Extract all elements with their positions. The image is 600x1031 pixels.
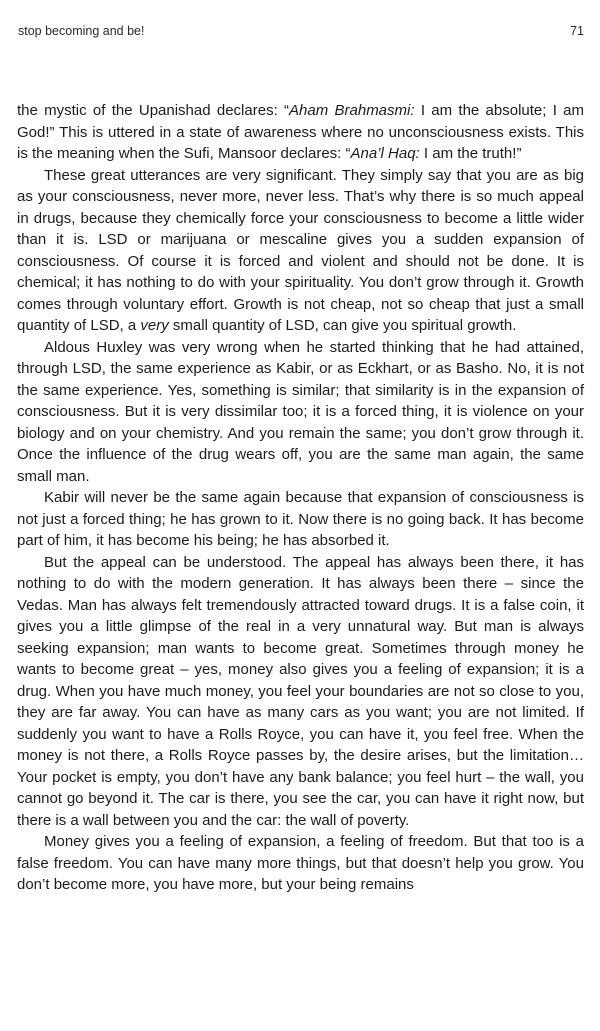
italic-word: very (140, 317, 169, 334)
paragraph-2 (17, 165, 584, 337)
chapter-title: stop becoming and be! (18, 24, 145, 38)
text-run: I am the truth!” (419, 145, 522, 162)
italic-phrase: Ana’l Haq: (350, 145, 420, 162)
body-text (17, 100, 584, 896)
text-run: the mystic of the Upanishad declares: “ (17, 102, 290, 119)
italic-phrase: Aham Brahmasmi: (289, 102, 415, 119)
text-run: I am the absolute; I am God!” This is uttered in a state of awareness where no unconsciousness exists. This is the meaning when the Sufi, Mansoor declares: “ (17, 102, 585, 162)
paragraph-4: Kabir will never be the same again because that expansion of consciousness is not just a forced thing; he has grown to it. Now there is no going back. It has become part of him, it has become his being; he has absorbed it. (17, 489, 584, 549)
paragraph-6: Money gives you a feeling of expansion, a feeling of freedom. But that too is a false freedom. You can have many more things, but that doesn’t help you grow. You don’t become more, you have more, but your being remains (17, 833, 584, 893)
text-run: small quantity of LSD, can give you spiritual growth. (168, 317, 517, 334)
text-run: These great utterances are very significant. They simply say that you are as big as your consciousness, never more, never less. That’s why there is so much appeal in drugs, because they chemically force your consciousness to become a little wider than it is. LSD or marijuana or mescaline gives you a sudden expansion of consciousness. Of course it is forced and violent and should not be done. It is chemical; it has nothing to do with your spirituality. You don’t grow through it. Growth comes through voluntary effort. Growth is not cheap, not so cheap that just a small quantity of LSD, a (17, 166, 584, 334)
paragraph-5: But the appeal can be understood. The appeal has always been there, it has nothing to do with the modern generation. It has always been there – since the Vedas. Man has always felt tremendously attracted toward drugs. It is a false coin, it gives you a little glimpse of the real in a very unnatural way. But man is always seeking expansion; man wants to become great. Sometimes through money he wants to become great – yes, money also gives you a feeling of expansion; it is a drug. When you have much money, you feel your boundaries are not so close to you, they are far away. You can have as many cars as you want; you are not limited. If suddenly you want to have a Rolls Royce, you can have it, you feel free. When the money is not there, a Rolls Royce passes by, the desire arises, but the limitation… Your pocket is empty, you don’t have any bank balance; you feel hurt – the wall, you cannot go beyond it. The car is there, you see the car, you can have it right now, but there is a wall between you and the car: the wall of poverty. (17, 553, 584, 829)
running-head (18, 24, 584, 38)
page-number: 71 (570, 24, 584, 38)
paragraph-3: Aldous Huxley was very wrong when he started thinking that he had attained, through LSD, the same experience as Kabir, or as Eckhart, or as Basho. No, it is not the same experience. Yes, something is similar; that similarity is in the expansion of consciousness. But it is very dissimilar too; it is a forced thing, it is violence on your biology and on your chemistry. And you remain the same; you don’t grow through it. Once the influence of the drug wears off, you are the same man again, the same small man. (17, 338, 584, 485)
paragraph-1 (17, 100, 584, 165)
